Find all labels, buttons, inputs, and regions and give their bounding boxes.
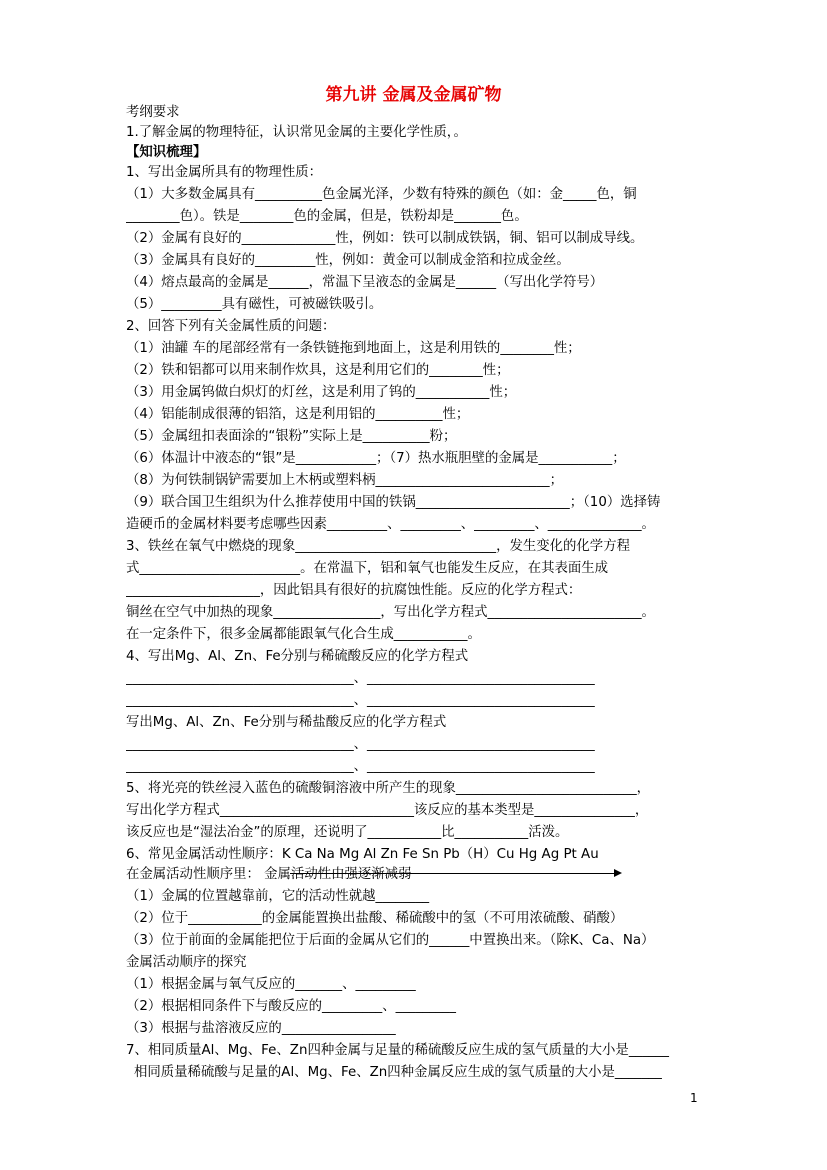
text-line: 4、写出Mg、Al、Zn、Fe分别与稀硫酸反应的化学方程式 bbox=[126, 649, 469, 664]
text-line: 金属活动顺序的探究 bbox=[126, 955, 247, 970]
text-line: 在一定条件下，很多金属都能跟氧气化合生成___________。 bbox=[126, 627, 481, 642]
text-line: （3）根据与盐溶液反应的_________________ bbox=[126, 1021, 396, 1036]
text-line: （5）_________具有磁性，可被磁铁吸引。 bbox=[126, 297, 383, 312]
text-line: 1、写出金属所具有的物理性质： bbox=[126, 165, 322, 180]
text-line: （9）联合国卫生组织为什么推荐使用中国的铁锅_______________________；（10）选择铸 bbox=[126, 495, 661, 510]
text-line: 写出Mg、Al、Zn、Fe分别与稀盐酸反应的化学方程式 bbox=[126, 715, 447, 730]
text-line: （2）金属有良好的______________性，例如：铁可以制成铁锅，铜、铝可以制成导线。 bbox=[126, 231, 644, 246]
text-line: （4）熔点最高的金属是______，常温下呈液态的金属是______（写出化学符号） bbox=[126, 275, 604, 290]
text-line: 7、相同质量Al、Mg、Fe、Zn四种金属与足量的稀硫酸反应生成的氢气质量的大小是______ bbox=[126, 1043, 669, 1058]
answer-blank-line: __________________________________、__________________________________ bbox=[126, 759, 595, 774]
text-line: （2）根据相同条件下与酸反应的_________、_________ bbox=[126, 999, 456, 1014]
text-line: 写出化学方程式_____________________________该反应的基本类型是_______________， bbox=[126, 803, 649, 818]
text-line: ____________________，因此铝具有很好的抗腐蚀性能。反应的化学方程式： bbox=[126, 583, 582, 598]
text-line: （3）用金属钨做白炽灯的灯丝，这是利用了钨的___________性； bbox=[126, 385, 517, 400]
text-line: （1）根据金属与氧气反应的_______、_________ bbox=[126, 977, 416, 992]
text-line: 铜丝在空气中加热的现象________________，写出化学方程式_______________________。 bbox=[126, 605, 655, 620]
answer-blank-line: __________________________________、__________________________________ bbox=[126, 737, 595, 752]
section-heading: 【知识梳理】 bbox=[126, 145, 207, 160]
text-line: 该反应也是“湿法冶金”的原理，还说明了___________比___________活泼。 bbox=[126, 825, 569, 840]
text-line: （1）金属的位置越靠前，它的活动性就越________ bbox=[126, 889, 430, 904]
text-line: 在金属活动性顺序里： 金属活动性由强逐渐减弱 bbox=[126, 867, 412, 882]
text-line: 相同质量稀硫酸与足量的Al、Mg、Fe、Zn四种金属反应生成的氢气质量的大小是_______ bbox=[134, 1065, 662, 1080]
text-line: 造硬币的金属材料要考虑哪些因素_________、_________、_________、______________。 bbox=[126, 517, 655, 532]
text-line: 1.了解金属的物理特征，认识常见金属的主要化学性质，。 bbox=[126, 125, 467, 140]
text-line: 2、回答下列有关金属性质的问题： bbox=[126, 319, 336, 334]
text-line: （2）位于___________的金属能置换出盐酸、稀硫酸中的氢（不可用浓硫酸、硝酸） bbox=[126, 911, 624, 926]
activity-arrow-line bbox=[290, 873, 620, 874]
answer-blank-line: __________________________________、__________________________________ bbox=[126, 693, 595, 708]
text-line: 5、将光亮的铁丝浸入蓝色的硫酸铜溶液中所产生的现象___________________________， bbox=[126, 781, 651, 796]
text-line: 式________________________。在常温下，铝和氧气也能发生反应，在其表面生成 bbox=[126, 561, 609, 576]
text-line: （6）体温计中液态的“银”是____________；（7）热水瓶胆壁的金属是___________； bbox=[126, 451, 626, 466]
page-number: 1 bbox=[690, 1091, 698, 1105]
text-line: （3）位于前面的金属能把位于后面的金属从它们的______中置换出来。（除K、Ca、Na） bbox=[126, 933, 655, 948]
activity-series-line: 6、常见金属活动性顺序：K Ca Na Mg Al Zn Fe Sn Pb（H）Cu Hg Ag Pt Au bbox=[126, 847, 599, 862]
page-title: 第九讲 金属及金属矿物 bbox=[325, 85, 502, 105]
arrow-right-icon bbox=[614, 869, 622, 877]
text-line: （5）金属纽扣表面涂的“银粉”实际上是__________粉； bbox=[126, 429, 457, 444]
text-line: （3）金属具有良好的_________性，例如：黄金可以制成金箔和拉成金丝。 bbox=[126, 253, 570, 268]
answer-blank-line: __________________________________、__________________________________ bbox=[126, 671, 595, 686]
text-line: （2）铁和铝都可以用来制作炊具，这是利用它们的________性； bbox=[126, 363, 510, 378]
text-line: 考纲要求 bbox=[126, 105, 180, 120]
text-line: （1）油罐 车的尾部经常有一条铁链拖到地面上，这是利用铁的________性； bbox=[126, 341, 581, 356]
text-line: 3、铁丝在氧气中燃烧的现象______________________________，发生变化的化学方程 bbox=[126, 539, 630, 554]
text-line: （4）铝能制成很薄的铝箔，这是利用铝的__________性； bbox=[126, 407, 470, 422]
text-line: ________色）。铁是________色的金属，但是，铁粉却是_______色。 bbox=[126, 209, 528, 224]
text-line: （1）大多数金属具有__________色金属光泽，少数有特殊的颜色（如：金_____色，铜 bbox=[126, 187, 637, 202]
text-line: （8）为何铁制锅铲需要加上木柄或塑料柄__________________________； bbox=[126, 473, 564, 488]
